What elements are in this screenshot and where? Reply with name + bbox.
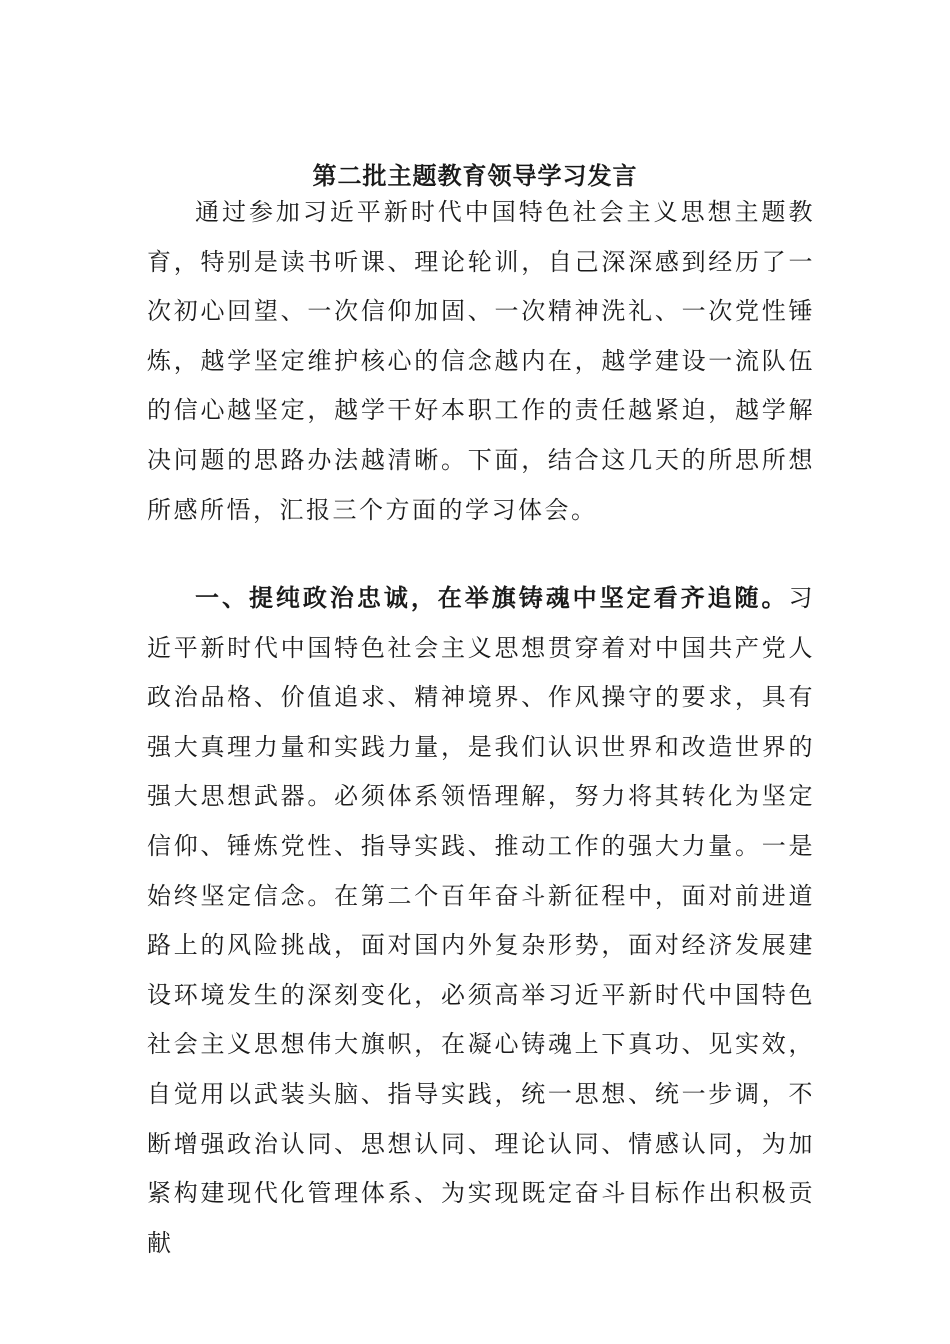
paragraph-text: 习近平新时代中国特色社会主义思想贯穿着对中国共产党人政治品格、价值追求、精神境界、作风操守的要求，具有强大真理力量和实践力量，是我们认识世界和改造世界的强大思想武器。必须体系领悟理解，努力将其转化为坚定信仰、锤炼党性、指导实践、推动工作的强大力量。一是始终坚定信念。在第二个百年奋斗新征程中，面对前进道路上的风险挑战，面对国内外复杂形势，面对经济发展建设环境发生的深刻变化，必须高举习近平新时代中国特色社会主义思想伟大旗帜，在凝心铸魂上下真功、见实效，自觉用以武装头脑、指导实践，统一思想、统一步调，不断增强政治认同、思想认同、理论认同、情感认同，为加紧构建现代化管理体系、为实现既定奋斗目标作出积极贡献 xyxy=(147,584,815,1257)
paragraph-section-one xyxy=(147,574,815,1268)
section-heading: 一、提纯政治忠诚，在举旗铸魂中坚定看齐追随。 xyxy=(195,584,789,612)
paragraph-intro xyxy=(147,188,815,535)
document-title: 第二批主题教育领导学习发言 xyxy=(312,162,638,190)
paragraph-text: 通过参加习近平新时代中国特色社会主义思想主题教育，特别是读书听课、理论轮训，自己深深感到经历了一次初心回望、一次信仰加固、一次精神洗礼、一次党性锤炼，越学坚定维护核心的信念越内在，越学建设一流队伍的信心越坚定，越学干好本职工作的责任越紧迫，越学解决问题的思路办法越清晰。下面，结合这几天的所思所想所感所悟，汇报三个方面的学习体会。 xyxy=(147,198,815,524)
